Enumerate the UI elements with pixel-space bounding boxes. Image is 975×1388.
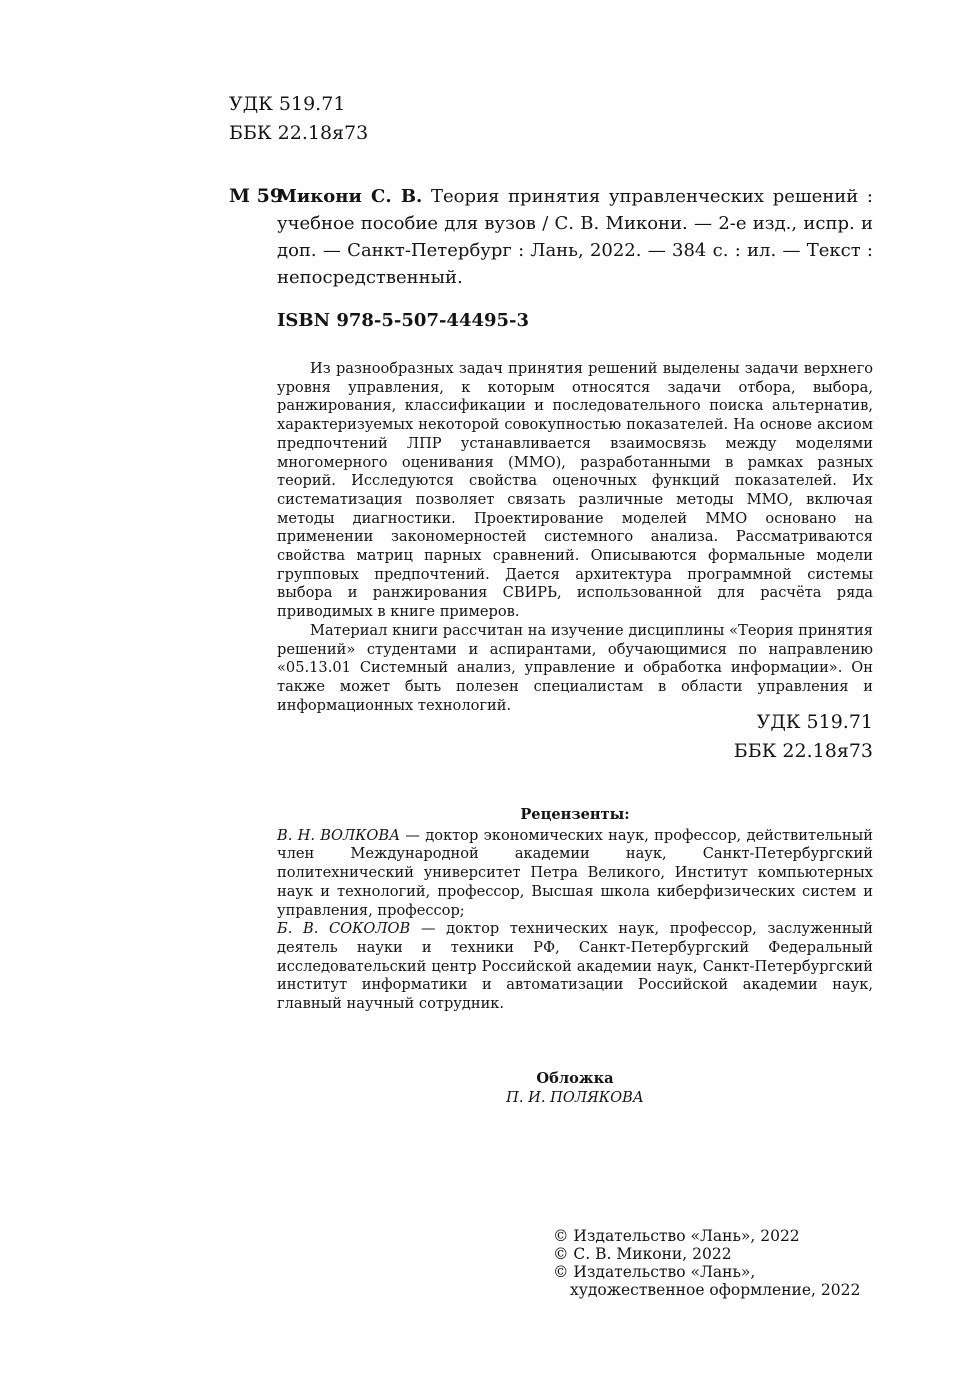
cover-artist: П. И. ПОЛЯКОВА — [506, 1088, 644, 1106]
reviewer-name: В. Н. ВОЛКОВА — [277, 826, 401, 844]
annotation-paragraph-1: Из разнообразных задач принятия решений выделены задачи верхнего уровня управления, к которым относятся задачи отбора, выбора, ранжирования, классификации и последовательного поиска альтернатив, характеризуемых некоторой совокупностью показателей. На основе аксиом предпочтений ЛПР устанавливается взаимосвязь между моделями многомерного оценивания (ММО), разработанными в рамках разных теорий. Исследуются свойства оценочных функций показателей. Их систематизация позволяет связать различные методы ММО, включая методы диагностики. Проектирование моделей ММО основано на применении закономерностей системного анализа. Рассматриваются свойства матриц парных сравнений. Описываются формальные модели групповых предпочтений. Дается архитектура программной системы выбора и ранжирования СВИРЬ, использованной для расчёта ряда приводимых в книге примеров. — [277, 360, 873, 621]
author-sign: М 59 — [229, 185, 284, 207]
copyright-line: © С. В. Микони, 2022 — [553, 1245, 732, 1263]
copyright-line: © Издательство «Лань», 2022 — [553, 1227, 800, 1245]
copyright-line: художественное оформление, 2022 — [570, 1281, 861, 1299]
reviewers-heading: Рецензенты: — [520, 806, 630, 823]
bbk-code-bottom: ББК 22.18я73 — [733, 740, 873, 762]
bbk-code: ББК 22.18я73 — [229, 122, 369, 144]
annotation-paragraph-2: Материал книги рассчитан на изучение дисциплины «Теория принятия решений» студентами и аспирантами, обучающимися по направлению «05.13.01 Системный анализ, управление и обработка информации». Он также может быть полезен специалистам в области управления и информационных технологий. — [277, 621, 873, 714]
cover-heading: Обложка — [536, 1070, 614, 1087]
copyright-line: © Издательство «Лань», — [553, 1263, 756, 1281]
bibliographic-description: Теория принятия управленческих решений : учебное пособие для вузов / С. В. Микони. — 2-е изд., испр. и доп. — Санкт-Петербург : Лань, 2022. — 384 с. : ил. — Текст : непосредственный. — [277, 186, 873, 288]
reviewer-entry — [277, 920, 873, 1014]
annotation — [277, 360, 873, 715]
isbn: ISBN 978-5-507-44495-3 — [277, 310, 530, 331]
reviewer-name: Б. В. СОКОЛОВ — [277, 920, 411, 938]
reviewer-entry — [277, 827, 873, 921]
cover-credit — [277, 1070, 873, 1107]
copyright-block — [553, 1227, 860, 1299]
reviewer-details: — доктор экономических наук, профессор, действительный член Международной академии наук, Санкт-Петербургский политехнический университет Петра Великого, Институт компьютерных наук и технологий, профессор, Высшая школа киберфизических систем и управления, профессор; — [277, 826, 873, 919]
udk-code-bottom: УДК 519.71 — [756, 711, 873, 733]
reviewers-section — [277, 806, 873, 1014]
bottom-classification-codes — [734, 708, 873, 766]
author-name: Микони С. В. — [277, 186, 423, 207]
bibliographic-record — [277, 183, 873, 291]
top-classification-codes — [229, 90, 368, 148]
udk-code: УДК 519.71 — [229, 93, 346, 115]
reviewer-details: — доктор технических наук, профессор, заслуженный деятель науки и техники РФ, Санкт-Петербургский Федеральный исследовательский центр Российской академии наук, Санкт-Петербургский институт информатики и автоматизации Российской академии наук, главный научный сотрудник. — [277, 920, 873, 1013]
